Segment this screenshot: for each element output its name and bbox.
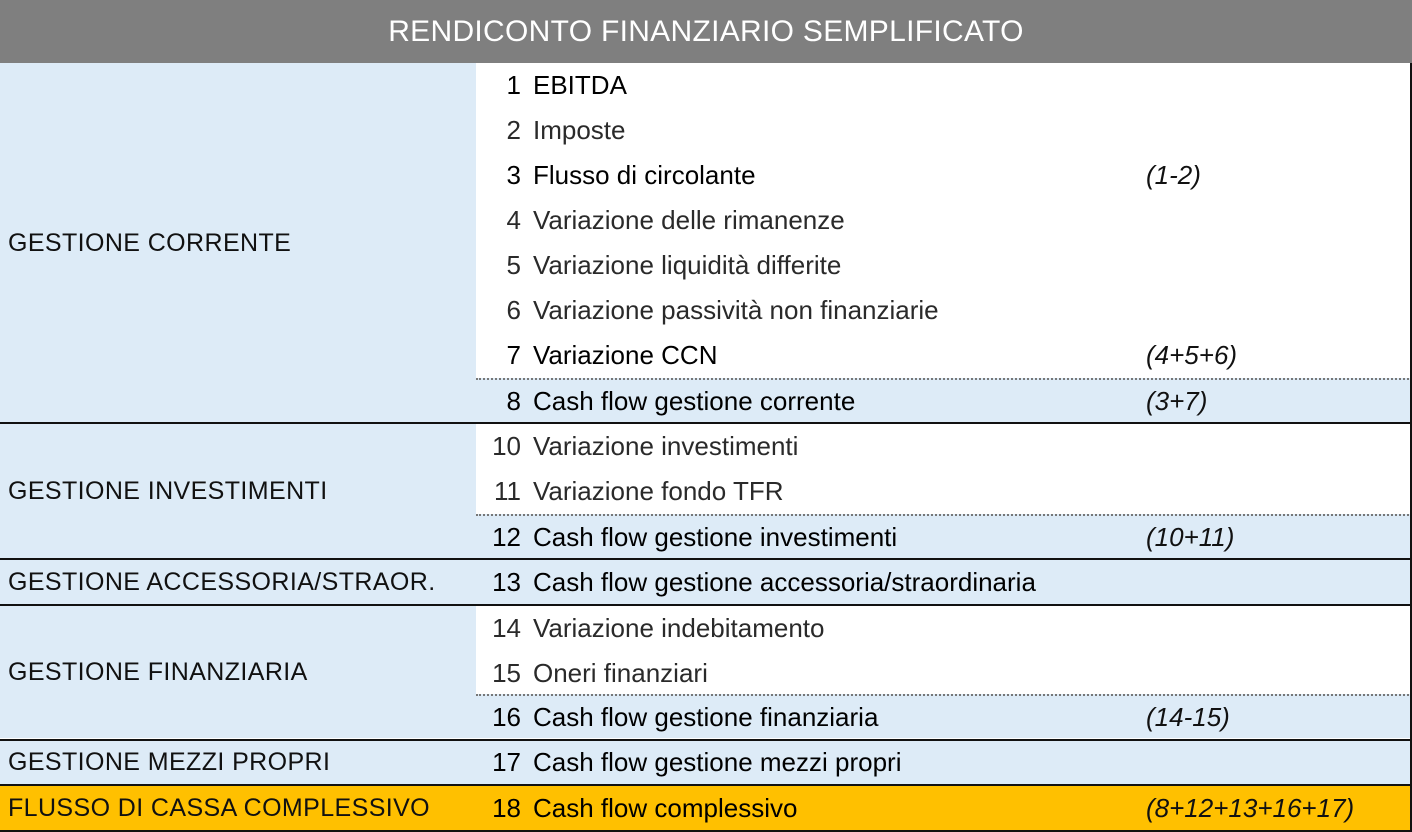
- row-label: Variazione indebitamento: [533, 613, 825, 643]
- section-label: GESTIONE CORRENTE: [0, 63, 476, 423]
- section-gestione-accessoria: [0, 560, 1412, 604]
- table-row: [476, 288, 1412, 333]
- section-label: GESTIONE ACCESSORIA/STRAOR.: [0, 560, 476, 604]
- row-label: Cash flow gestione finanziaria: [533, 701, 879, 732]
- section-gestione-mezzi-propri: [0, 741, 1412, 784]
- row-label: Cash flow gestione mezzi propri: [533, 747, 902, 777]
- row-label: Variazione CCN: [533, 340, 718, 370]
- section-gestione-investimenti: [0, 424, 1412, 559]
- row-label: Variazione delle rimanenze: [533, 205, 845, 235]
- row-label: Variazione liquidità differite: [533, 250, 842, 280]
- row-number: 15: [492, 658, 521, 688]
- table-title: RENDICONTO FINANZIARIO SEMPLIFICATO: [0, 0, 1412, 63]
- section-label: FLUSSO DI CASSA COMPLESSIVO: [0, 786, 476, 830]
- subtotal-row: [476, 694, 1412, 738]
- row-formula: (8+12+13+16+17): [1146, 792, 1355, 823]
- row-number: 18: [492, 792, 521, 823]
- row-label: EBITDA: [533, 70, 627, 100]
- row-number: 17: [492, 747, 521, 777]
- section-label: GESTIONE FINANZIARIA: [0, 606, 476, 738]
- row-formula: (14-15): [1146, 701, 1230, 732]
- row-formula: (10+11): [1146, 522, 1235, 552]
- row-formula: (4+5+6): [1146, 340, 1238, 370]
- row-number: 3: [506, 160, 521, 190]
- row-number: 10: [492, 431, 521, 461]
- section-gestione-finanziaria: [0, 606, 1412, 738]
- row-number: 2: [506, 115, 521, 145]
- total-row: [476, 786, 1412, 830]
- row-number: 8: [506, 386, 521, 416]
- table-row: [476, 63, 1412, 108]
- row-number: 5: [506, 250, 521, 280]
- subtotal-row: [476, 741, 1412, 784]
- section-gestione-corrente: [0, 63, 1412, 423]
- table-row: [476, 606, 1412, 651]
- row-label: Variazione investimenti: [533, 431, 799, 461]
- row-label: Flusso di circolante: [533, 160, 756, 190]
- row-label: Oneri finanziari: [533, 658, 708, 688]
- subtotal-row: [476, 560, 1412, 604]
- row-number: 4: [506, 205, 521, 235]
- row-number: 12: [492, 522, 521, 552]
- row-label: Variazione passività non finanziarie: [533, 295, 939, 325]
- row-label: Variazione fondo TFR: [533, 476, 784, 506]
- row-number: 13: [492, 566, 521, 597]
- table-row: [476, 243, 1412, 288]
- table-row: [476, 651, 1412, 696]
- row-number: 1: [506, 70, 521, 100]
- subtotal-row: [476, 514, 1412, 559]
- subtotal-row: [476, 378, 1412, 423]
- section-label: GESTIONE INVESTIMENTI: [0, 424, 476, 559]
- row-number: 7: [506, 340, 521, 370]
- row-label: Imposte: [533, 115, 626, 145]
- table-row: [476, 424, 1412, 469]
- row-formula: (1-2): [1146, 160, 1201, 190]
- table-row: [476, 333, 1412, 378]
- row-number: 6: [506, 295, 521, 325]
- table-row: [476, 153, 1412, 198]
- row-label: Cash flow gestione accessoria/straordinaria: [533, 566, 1036, 597]
- row-formula: (3+7): [1146, 386, 1208, 416]
- row-number: 14: [492, 613, 521, 643]
- row-number: 11: [494, 476, 521, 506]
- row-label: Cash flow complessivo: [533, 792, 798, 823]
- row-label: Cash flow gestione investimenti: [533, 522, 898, 552]
- table-row: [476, 469, 1412, 514]
- section-label: GESTIONE MEZZI PROPRI: [0, 741, 476, 784]
- row-number: 16: [492, 701, 521, 732]
- table-row: [476, 108, 1412, 153]
- section-flusso-complessivo: [0, 786, 1412, 830]
- row-label: Cash flow gestione corrente: [533, 386, 856, 416]
- table-row: [476, 198, 1412, 243]
